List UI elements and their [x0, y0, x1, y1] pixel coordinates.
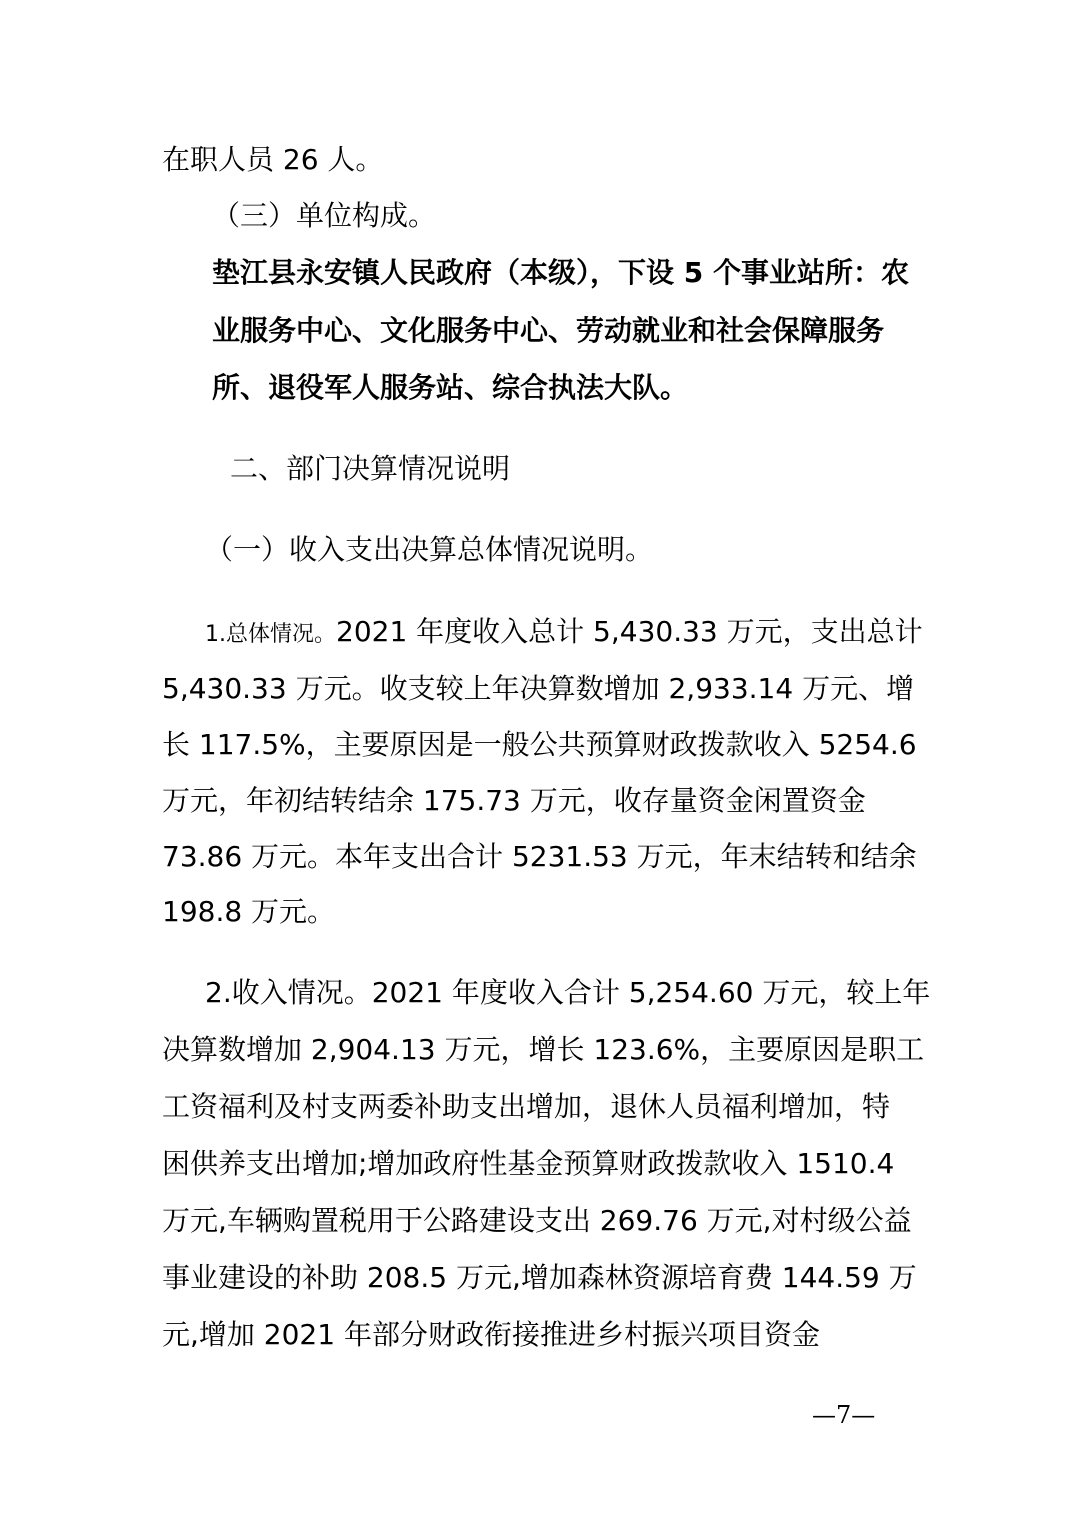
- composition-line-2: 业服务中心、文化服务中心、劳动就业和社会保障服务: [212, 314, 885, 347]
- overall-line-1-text: 2021 年度收入总计 5,430.33 万元，支出总计: [336, 615, 923, 648]
- income-paragraph-line-2: 决算数增加 2,904.13 万元，增长 123.6%，主要原因是职工: [162, 1033, 925, 1066]
- page-number: —7—: [812, 1401, 876, 1429]
- overall-lead: 1.总体情况。: [205, 622, 336, 647]
- income-paragraph-line-3: 工资福利及村支两委补助支出增加，退休人员福利增加，特: [162, 1090, 891, 1123]
- overall-paragraph-line-2: 5,430.33 万元。收支较上年决算数增加 2,933.14 万元、增: [162, 672, 915, 705]
- overall-paragraph-line-1: [205, 614, 923, 653]
- overall-paragraph-line-6: 198.8 万元。: [162, 895, 336, 928]
- section-heading-final-accounts: 二、部门决算情况说明: [230, 452, 511, 485]
- overall-paragraph-line-5: 73.86 万元。本年支出合计 5231.53 万元，年末结转和结余: [162, 840, 917, 873]
- composition-line-1: 垫江县永安镇人民政府（本级），下设 5 个事业站所：农: [212, 256, 909, 289]
- income-paragraph-line-4: 困供养支出增加;增加政府性基金预算财政拨款收入 1510.4: [162, 1147, 895, 1180]
- income-paragraph-line-6: 事业建设的补助 208.5 万元,增加森林资源培育费 144.59 万: [162, 1261, 917, 1294]
- overall-paragraph-line-4: 万元，年初结转结余 175.73 万元，收存量资金闲置资金: [162, 784, 866, 817]
- income-paragraph-line-7: 元,增加 2021 年部分财政衔接推进乡村振兴项目资金: [162, 1318, 820, 1351]
- subheading-income-expenditure: （一）收入支出决算总体情况说明。: [205, 533, 654, 566]
- income-paragraph-line-1: 2.收入情况。2021 年度收入合计 5,254.60 万元，较上年: [205, 976, 931, 1009]
- subheading-unit-composition: （三）单位构成。: [212, 199, 437, 232]
- composition-line-3: 所、退役军人服务站、综合执法大队。: [212, 371, 689, 404]
- income-paragraph-line-5: 万元,车辆购置税用于公路建设支出 269.76 万元,对村级公益: [162, 1204, 912, 1237]
- staff-count-line: 在职人员 26 人。: [162, 143, 384, 176]
- overall-paragraph-line-3: 长 117.5%，主要原因是一般公共预算财政拨款收入 5254.6: [162, 728, 917, 761]
